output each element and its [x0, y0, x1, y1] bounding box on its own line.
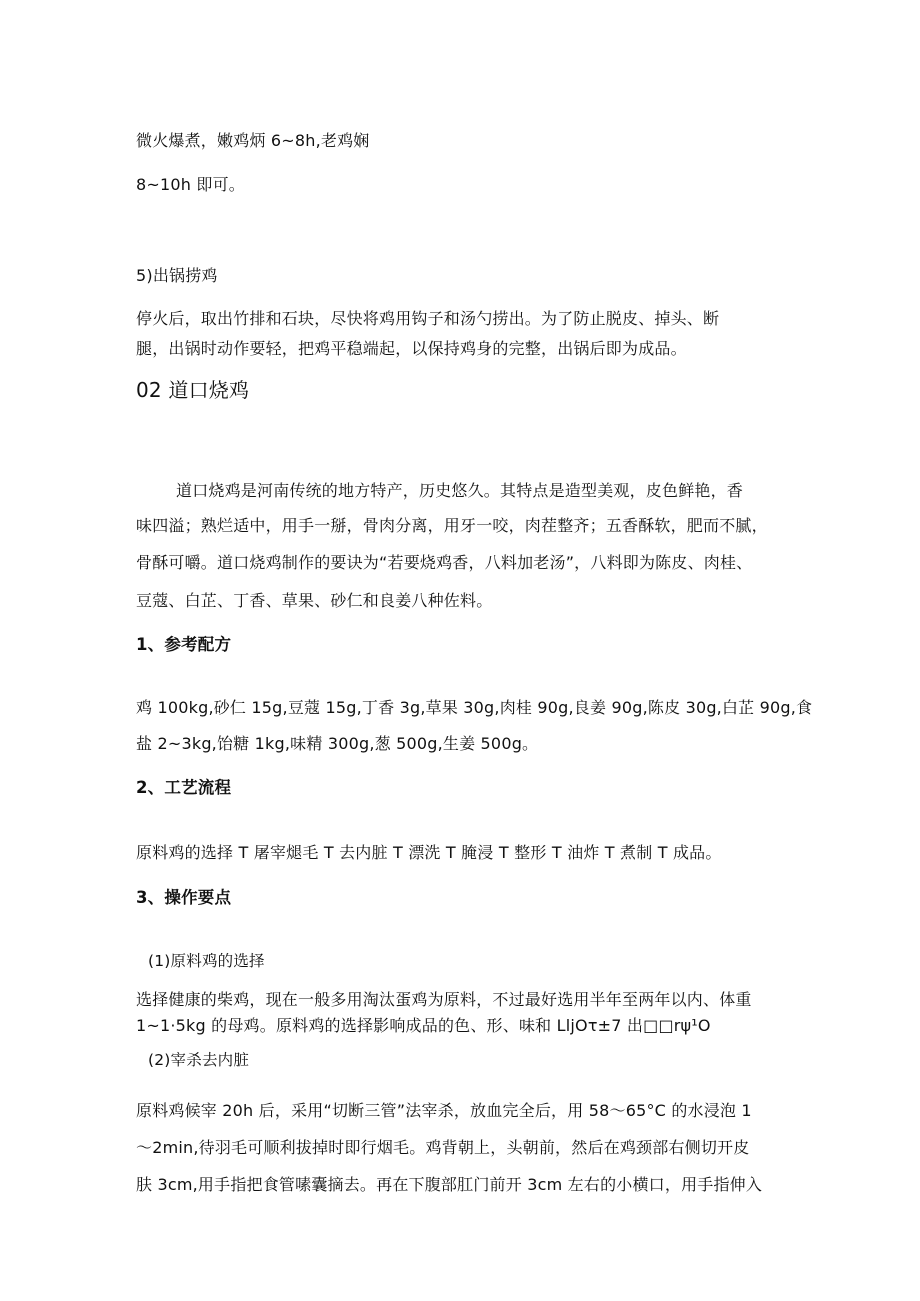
- paragraph-line: 味四溢；熟烂适中，用手一掰，骨肉分离，用牙一咬，肉茬整齐；五香酥软，肥而不腻，: [136, 516, 768, 535]
- paragraph-line: 选择健康的柴鸡，现在一般多用淘汰蛋鸡为原料，不过最好选用半年至两年以内、体重: [136, 990, 752, 1009]
- subsection-heading: 3、操作要点: [136, 888, 232, 907]
- paragraph-line: 豆蔻、白芷、丁香、草果、砂仁和良姜八种佐料。: [136, 591, 493, 610]
- paragraph-line: 腿，出锅时动作要轻，把鸡平稳端起，以保持鸡身的完整，出锅后即为成品。: [136, 339, 687, 358]
- paragraph-line: 鸡 100kg,砂仁 15g,豆蔻 15g,丁香 3g,草果 30g,肉桂 90g,良姜 90g,陈皮 30g,白芷 90g,食: [136, 698, 813, 717]
- paragraph-line: 骨酥可嚼。道口烧鸡制作的要诀为“若要烧鸡香，八料加老汤”，八料即为陈皮、肉桂、: [136, 553, 753, 572]
- paragraph-line: 原料鸡候宰 20h 后，采用“切断三管”法宰杀，放血完全后，用 58〜65°C 的水浸泡 1: [136, 1101, 752, 1120]
- step-title: (2)宰杀去内脏: [148, 1051, 250, 1069]
- paragraph-line: 8~10h 即可。: [136, 175, 245, 194]
- subsection-heading: 1、参考配方: [136, 635, 232, 654]
- paragraph-line: 肤 3cm,用手指把食管嗉囊摘去。再在下腹部肛门前开 3cm 左右的小横口，用手指伸入: [136, 1175, 763, 1194]
- paragraph-line: 盐 2~3kg,饴糖 1kg,味精 300g,葱 500g,生姜 500g。: [136, 734, 539, 753]
- step-title: 5)出锅捞鸡: [136, 266, 218, 285]
- section-heading: 02 道口烧鸡: [136, 378, 250, 402]
- paragraph-line: 〜2min,待羽毛可顺利拔掉时即行烟毛。鸡背朝上，头朝前，然后在鸡颈部右侧切开皮: [136, 1138, 750, 1157]
- paragraph-line: 微火爆煮，嫩鸡炳 6~8h,老鸡娴: [136, 131, 370, 150]
- paragraph-line: 原料鸡的选择 T 屠宰煺毛 T 去内脏 T 漂洗 T 腌浸 T 整形 T 油炸 T 煮制 T 成品。: [136, 843, 722, 862]
- paragraph-line: 道口烧鸡是河南传统的地方特产，历史悠久。其特点是造型美观，皮色鲜艳，香: [176, 481, 744, 500]
- subsection-heading: 2、工艺流程: [136, 778, 232, 797]
- paragraph-line: 1~1·5kg 的母鸡。原料鸡的选择影响成品的色、形、味和 LljOτ±7 出□□rψ¹O: [136, 1016, 711, 1035]
- step-title: (1)原料鸡的选择: [148, 952, 265, 970]
- paragraph-line: 停火后，取出竹排和石块，尽快将鸡用钩子和汤勺捞出。为了防止脱皮、掉头、断: [136, 309, 720, 328]
